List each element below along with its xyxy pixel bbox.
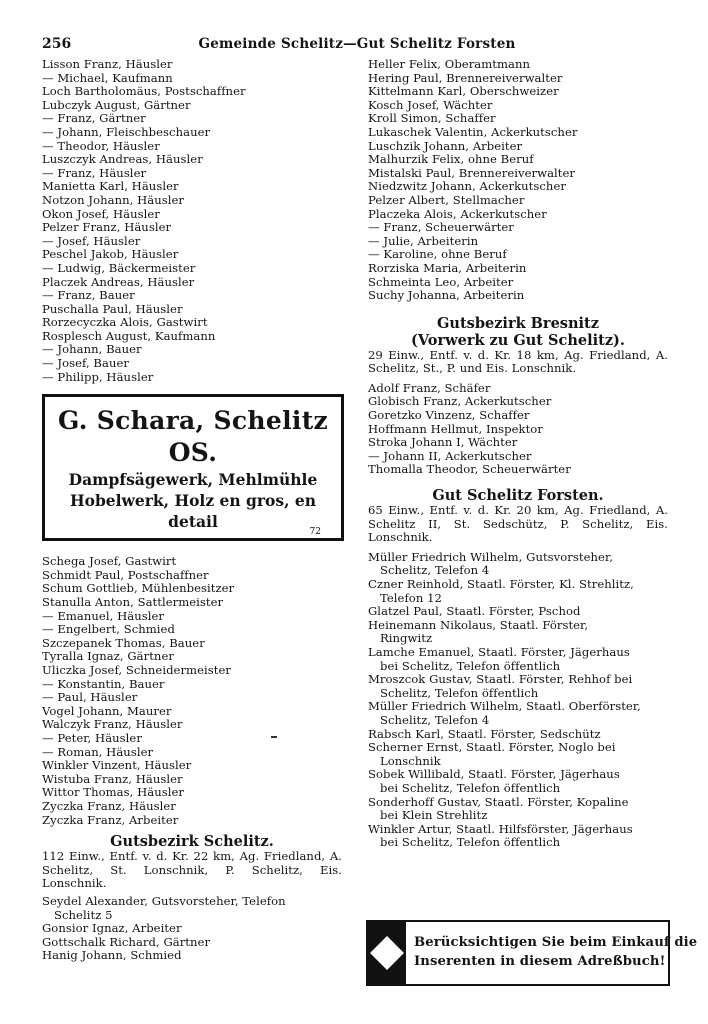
directory-entry: Schmeinta Leo, Arbeiter	[368, 274, 514, 289]
directory-entry: Szczepanek Thomas, Bauer	[42, 635, 205, 650]
directory-entry: — Peter, Häusler	[42, 730, 142, 745]
entry-main-line: Rabsch Karl, Staatl. Förster, Sedschütz	[368, 726, 601, 741]
directory-entry: Goretzko Vinzenz, Schaffer	[368, 408, 530, 423]
entry-continuation-line: bei Schelitz, Telefon öffentlich	[380, 658, 561, 673]
directory-entry	[368, 741, 668, 768]
directory-entry	[42, 895, 342, 922]
directory-entry: Vogel Johann, Maurer	[42, 703, 172, 718]
directory-entry: Tyralla Ignaz, Gärtner	[42, 649, 174, 664]
entry-main-line: Sonderhoff Gustav, Staatl. Förster, Kopaline	[368, 794, 629, 809]
section-title-gutsbezirk-schelitz: Gutsbezirk Schelitz.	[110, 833, 274, 851]
running-title: Gemeinde Schelitz—Gut Schelitz Forsten	[198, 36, 516, 52]
section-info: 29 Einw., Entf. v. d. Kr. 18 km, Ag. Friedland, A. Schelitz, St., P. und Eis. Lonschnik.	[368, 347, 668, 376]
directory-entry: Manietta Karl, Häusler	[42, 179, 179, 194]
entry-main-line: Gottschalk Richard, Gärtner	[42, 934, 211, 949]
ad-number: 72	[309, 527, 321, 538]
entry-main-line: Müller Friedrich Wilhelm, Gutsvorsteher,	[368, 549, 614, 564]
directory-entry: — Josef, Häusler	[42, 233, 141, 248]
directory-entry	[368, 578, 668, 605]
directory-entry: — Theodor, Häusler	[42, 138, 160, 153]
directory-entry: Lukaschek Valentin, Ackerkutscher	[368, 124, 578, 139]
directory-entry: — Philipp, Häusler	[42, 369, 154, 384]
directory-entry: Uliczka Josef, Schneidermeister	[42, 663, 231, 677]
directory-entry: — Ludwig, Bäckermeister	[42, 260, 196, 275]
directory-entry: Pelzer Franz, Häusler	[42, 220, 172, 235]
directory-entry: Heller Felix, Oberamtmann	[368, 57, 531, 71]
entry-main-line: Mroszcok Gustav, Staatl. Förster, Rehhof bei	[368, 672, 633, 687]
directory-entry: Puschalla Paul, Häusler	[42, 301, 183, 316]
directory-entry: Kosch Josef, Wächter	[368, 97, 493, 112]
directory-entry	[42, 949, 342, 963]
directory-entry: — Franz, Scheuerwärter	[368, 220, 514, 235]
directory-entry: Luschzik Johann, Arbeiter	[368, 138, 523, 153]
directory-entry	[42, 936, 342, 950]
ad-line-1: Dampfsägewerk, Mehlmühle	[68, 470, 318, 490]
entry-continuation-line: bei Schelitz, Telefon öffentlich	[380, 835, 561, 850]
right-column	[368, 58, 668, 850]
directory-entry: Rorzecyczka Alois, Gastwirt	[42, 315, 208, 330]
page-number: 256	[42, 36, 72, 52]
directory-entry: Hoffmann Hellmut, Inspektor	[368, 421, 543, 436]
footer-advertisement	[366, 920, 698, 986]
directory-entry: — Josef, Bauer	[42, 356, 129, 371]
directory-entry: Wittor Thomas, Häusler	[42, 785, 185, 800]
entry-main-line: Hanig Johann, Schmied	[42, 948, 182, 963]
section-subtitle-vorwerk: (Vorwerk zu Gut Schelitz).	[411, 331, 625, 349]
directory-entry: Mistalski Paul, Brennereiverwalter	[368, 165, 576, 180]
section-title-gut-schelitz-forsten: Gut Schelitz Forsten.	[432, 487, 604, 505]
directory-entry: Okon Josef, Häusler	[42, 206, 160, 221]
left-entries-bottom	[42, 895, 342, 963]
diamond-icon	[370, 936, 404, 970]
directory-entry: Globisch Franz, Ackerkutscher	[368, 394, 552, 409]
entry-continuation-line: Schelitz 5	[54, 907, 113, 922]
directory-entry: Wistuba Franz, Häusler	[42, 771, 183, 786]
directory-entry: Kittelmann Karl, Oberschweizer	[368, 84, 559, 99]
directory-entry: — Johann, Bauer	[42, 342, 142, 357]
directory-entry: Luszczyk Andreas, Häusler	[42, 152, 203, 167]
stray-mark	[271, 736, 277, 738]
directory-entry	[368, 768, 668, 795]
ad-line-2: Hobelwerk, Holz en gros, en detail	[69, 491, 317, 532]
page-header	[42, 36, 672, 56]
right-entries-bottom	[368, 551, 668, 850]
entry-main-line: Winkler Artur, Staatl. Hilfsförster, Jägerhaus	[368, 821, 633, 836]
directory-entry: Loch Bartholomäus, Postschaffner	[42, 84, 246, 99]
directory-entry: Kroll Simon, Schaffer	[368, 111, 496, 126]
footer-ad-line-2: Inserenten in diesem Adreßbuch!	[414, 954, 666, 969]
entry-continuation-line: Ringwitz	[380, 631, 433, 646]
directory-entry: — Julie, Arbeiterin	[368, 233, 479, 248]
entry-continuation-line: bei Schelitz, Telefon öffentlich	[380, 780, 561, 795]
entry-continuation-line: Schelitz, Telefon öffentlich	[380, 685, 539, 700]
entry-continuation-line: Telefon 12	[380, 590, 442, 605]
directory-entry: Schega Josef, Gastwirt	[42, 554, 177, 569]
directory-entry: — Emanuel, Häusler	[42, 608, 164, 623]
directory-entry: — Franz, Bauer	[42, 288, 135, 303]
directory-entry: — Johann, Fleischbeschauer	[42, 124, 211, 139]
directory-entry	[368, 605, 668, 619]
directory-entry	[368, 646, 668, 673]
directory-entry: Lisson Franz, Häusler	[42, 57, 173, 71]
ad-black-bar	[368, 922, 406, 984]
ad-company-name: G. Schara, Schelitz OS.	[57, 406, 329, 468]
directory-entry: Peschel Jakob, Häusler	[42, 247, 179, 262]
footer-ad-line-1: Berücksichtigen Sie beim Einkauf die	[414, 935, 698, 950]
entry-main-line: Müller Friedrich Wilhelm, Staatl. Oberförster,	[368, 699, 641, 714]
directory-entry: — Konstantin, Bauer	[42, 676, 165, 691]
directory-entry: Hering Paul, Brennereiverwalter	[368, 70, 563, 85]
directory-entry: Zyczka Franz, Arbeiter	[42, 812, 179, 827]
entry-main-line: Lamche Emanuel, Staatl. Förster, Jägerhaus	[368, 644, 630, 659]
directory-entry	[368, 619, 668, 646]
directory-entry: Malhurzik Felix, ohne Beruf	[368, 152, 534, 167]
directory-entry: — Michael, Kaufmann	[42, 70, 173, 85]
directory-entry: — Paul, Häusler	[42, 690, 138, 705]
directory-entry: — Franz, Gärtner	[42, 111, 146, 126]
entry-continuation-line: Schelitz, Telefon 4	[380, 712, 490, 727]
entry-main-line: Gonsior Ignaz, Arbeiter	[42, 921, 182, 936]
entry-main-line: Scherner Ernst, Staatl. Förster, Noglo bei	[368, 740, 616, 755]
left-entries-top	[42, 58, 342, 384]
directory-entry: Placzek Andreas, Häusler	[42, 274, 195, 289]
directory-entry: Suchy Johanna, Arbeiterin	[368, 288, 525, 303]
section-info: 112 Einw., Entf. v. d. Kr. 22 km, Ag. Friedland, A. Schelitz, St. Lonschnik, P. Schelitz, Eis. Lonschnik.	[42, 849, 342, 891]
directory-entry: — Franz, Häusler	[42, 165, 147, 180]
right-entries-mid	[368, 382, 668, 477]
directory-entry: Thomalla Theodor, Scheuerwärter	[368, 462, 571, 477]
directory-entry: Winkler Vinzent, Häusler	[42, 758, 192, 773]
left-column	[42, 58, 342, 963]
directory-entry	[368, 728, 668, 742]
directory-entry	[368, 551, 668, 578]
directory-entry	[368, 823, 668, 850]
directory-entry	[42, 922, 342, 936]
footer-ad-text	[414, 933, 698, 971]
directory-entry: Stanulla Anton, Sattlermeister	[42, 595, 224, 610]
entry-main-line: Seydel Alexander, Gutsvorsteher, Telefon	[42, 893, 286, 908]
entry-main-line: Czner Reinhold, Staatl. Förster, Kl. Strehlitz,	[368, 577, 634, 591]
directory-entry: — Engelbert, Schmied	[42, 622, 175, 637]
directory-entry: Notzon Johann, Häusler	[42, 192, 184, 207]
entry-main-line: Glatzel Paul, Staatl. Förster, Pschod	[368, 604, 581, 619]
directory-entry: Zyczka Franz, Häusler	[42, 798, 176, 813]
advertisement-schara	[42, 394, 344, 541]
directory-entry: Placzeka Alois, Ackerkutscher	[368, 206, 547, 221]
directory-entry: Lubczyk August, Gärtner	[42, 97, 191, 112]
directory-entry: — Karoline, ohne Beruf	[368, 247, 507, 262]
entry-continuation-line: Lonschnik	[380, 753, 441, 768]
directory-entry: Rosplesch August, Kaufmann	[42, 328, 216, 343]
directory-entry: Walczyk Franz, Häusler	[42, 717, 183, 732]
directory-entry: — Johann II, Ackerkutscher	[368, 448, 532, 463]
directory-entry: Niedzwitz Johann, Ackerkutscher	[368, 179, 566, 194]
entry-main-line: Heinemann Nikolaus, Staatl. Förster,	[368, 617, 589, 632]
left-entries-mid	[42, 555, 342, 827]
directory-entry	[368, 673, 668, 700]
right-entries-top	[368, 58, 668, 303]
directory-entry: Adolf Franz, Schäfer	[368, 380, 491, 395]
directory-entry: Rorziska Maria, Arbeiterin	[368, 260, 527, 275]
section-title-gutsbezirk-bresnitz: Gutsbezirk Bresnitz	[437, 314, 599, 332]
directory-entry: Schum Gottlieb, Mühlenbesitzer	[42, 581, 235, 596]
directory-entry: Schmidt Paul, Postschaffner	[42, 567, 209, 582]
entry-continuation-line: bei Klein Strehlitz	[380, 808, 488, 823]
section-info: 65 Einw., Entf. v. d. Kr. 20 km, Ag. Friedland, A. Schelitz II, St. Sedschütz, P. Schelitz, Eis. Lonschnik.	[368, 503, 668, 545]
directory-entry: Pelzer Albert, Stellmacher	[368, 192, 525, 207]
entry-main-line: Sobek Willibald, Staatl. Förster, Jägerhaus	[368, 767, 620, 782]
directory-entry	[368, 796, 668, 823]
directory-entry: — Roman, Häusler	[42, 744, 154, 759]
directory-entry	[368, 700, 668, 727]
entry-continuation-line: Schelitz, Telefon 4	[380, 563, 490, 578]
directory-entry: Stroka Johann I, Wächter	[368, 435, 518, 450]
